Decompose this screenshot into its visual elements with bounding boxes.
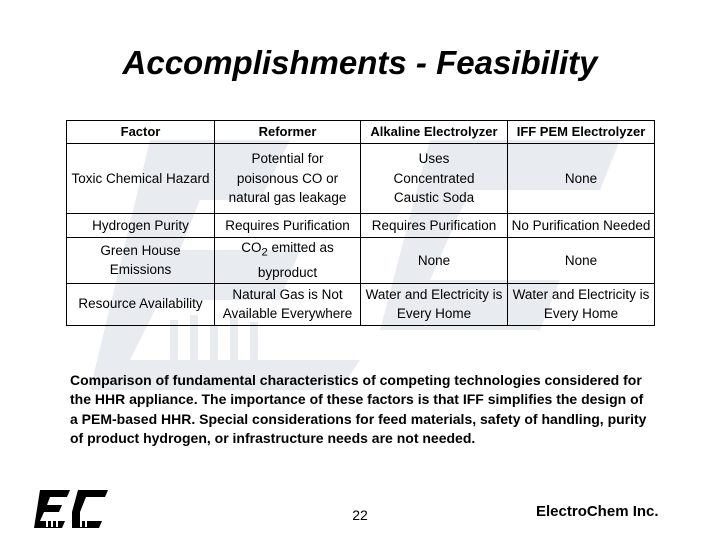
- comparison-table: [66, 120, 655, 326]
- cell-reformer: Requires Purification: [215, 214, 361, 238]
- cell-alkaline: Requires Purification: [361, 214, 508, 238]
- summary-paragraph: Comparison of fundamental characteristics of competing technologies considered for the HHR appliance. The importance of these factors is that IFF simplifies the design of a PEM-based HHR. Special considerations for feed materials, safety of handling, purity of product hydrogen, or infrastructure needs are not needed.: [70, 372, 647, 447]
- co-text: CO: [241, 240, 262, 255]
- table-header-row: [67, 121, 655, 144]
- header-factor: Factor: [67, 121, 215, 144]
- header-alkaline: Alkaline Electrolyzer: [361, 121, 508, 144]
- cell-alkaline: Water and Electricity is Every Home: [361, 283, 508, 325]
- table-row: [67, 238, 655, 284]
- emitted-text: emitted as byproduct: [257, 240, 334, 281]
- subscript-two: 2: [261, 246, 268, 259]
- table-row: [67, 283, 655, 325]
- cell-factor: Green House Emissions: [67, 238, 215, 284]
- header-iff: IFF PEM Electrolyzer: [508, 121, 655, 144]
- cell-factor: Hydrogen Purity: [67, 214, 215, 238]
- slide-title: Accomplishments - Feasibility: [122, 44, 598, 81]
- header-reformer: Reformer: [215, 121, 361, 144]
- page-number: 22: [352, 507, 368, 523]
- cell-reformer: Natural Gas is Not Available Everywhere: [215, 283, 361, 325]
- table-row: [67, 214, 655, 238]
- company-name: ElectroChem Inc.: [536, 503, 659, 520]
- cell-reformer: Potential for poisonous CO or natural gas leakage: [215, 144, 361, 214]
- table-row: [67, 144, 655, 214]
- cell-factor: Toxic Chemical Hazard: [67, 144, 215, 214]
- cell-alkaline: None: [361, 238, 508, 284]
- cell-factor: Resource Availability: [67, 283, 215, 325]
- cell-iff: None: [508, 144, 655, 214]
- electrochem-logo: [34, 488, 110, 532]
- cell-iff: Water and Electricity is Every Home: [508, 283, 655, 325]
- cell-iff: None: [508, 238, 655, 284]
- cell-alkaline: Uses Concentrated Caustic Soda: [361, 144, 508, 214]
- cell-reformer: [215, 238, 361, 284]
- cell-iff: No Purification Needed: [508, 214, 655, 238]
